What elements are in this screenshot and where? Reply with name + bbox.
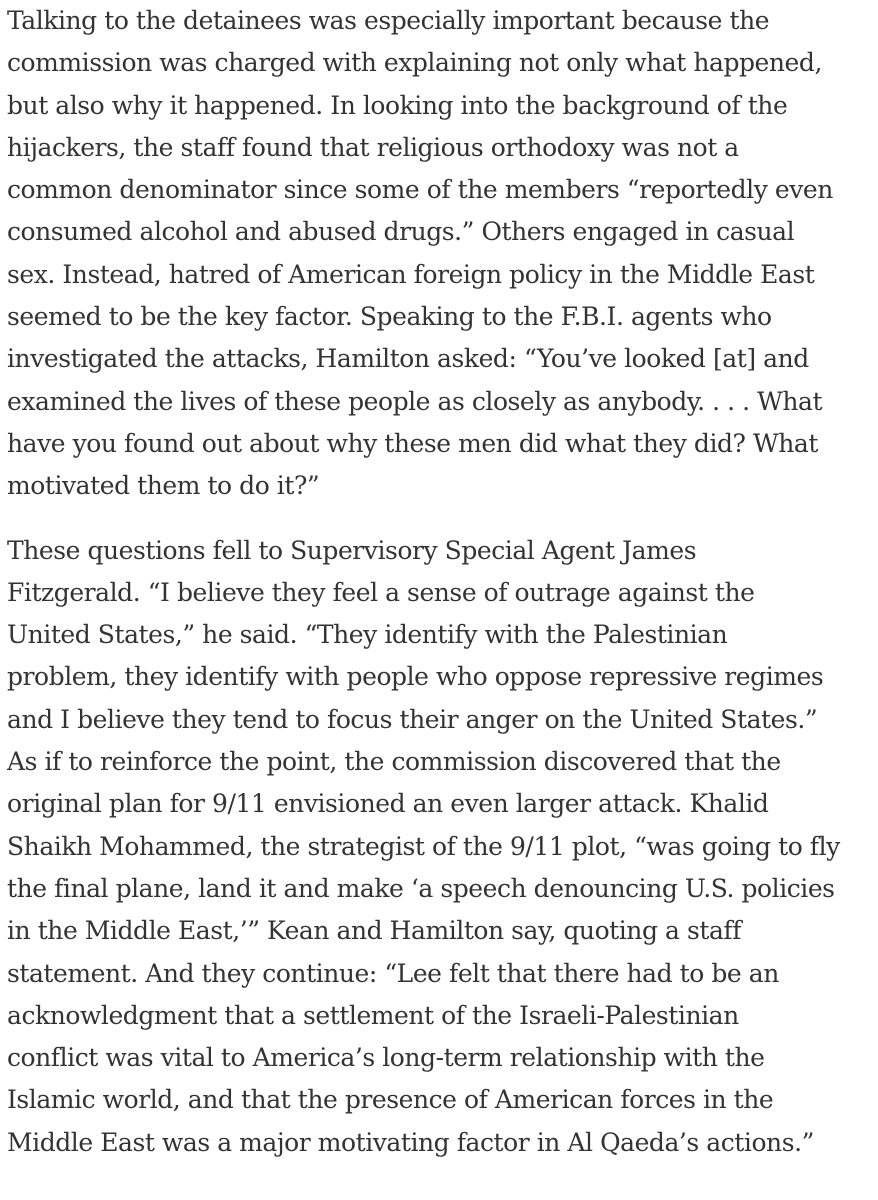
paragraph-line: the final plane, land it and make ‘a speech denouncing U.S. policies — [7, 873, 835, 903]
paragraph-line: United States,” he said. “They identify with the Palestinian — [7, 620, 728, 650]
paragraph-line: original plan for 9/11 envisioned an even larger attack. Khalid — [7, 789, 769, 819]
paragraph-line: Middle East was a major motivating factor in Al Qaeda’s actions.” — [7, 1127, 814, 1157]
article-paragraph-1 — [7, 0, 873, 508]
paragraph-line: Talking to the detainees was especially important because the — [7, 6, 770, 35]
paragraph-line: acknowledgment that a settlement of the Israeli-Palestinian — [7, 1000, 739, 1030]
paragraph-spacer — [7, 508, 873, 530]
paragraph-line: but also why it happened. In looking into the background of the — [7, 90, 788, 120]
paragraph-line: hijackers, the staff found that religious orthodoxy was not a — [7, 132, 739, 162]
paragraph-line: Islamic world, and that the presence of American forces in the — [7, 1085, 774, 1115]
article-paragraph-2 — [7, 530, 873, 1164]
paragraph-line: conflict was vital to America’s long-term relationship with the — [7, 1043, 765, 1073]
paragraph-line: have you found out about why these men did what they did? What — [7, 428, 818, 458]
paragraph-line: in the Middle East,’” Kean and Hamilton say, quoting a staff — [7, 916, 741, 946]
paragraph-line: These questions fell to Supervisory Special Agent James — [7, 535, 697, 565]
paragraph-line: common denominator since some of the members “reportedly even — [7, 175, 833, 205]
paragraph-line: statement. And they continue: “Lee felt that there had to be an — [7, 958, 779, 988]
paragraph-line: consumed alcohol and abused drugs.” Others engaged in casual — [7, 217, 795, 247]
article-body — [7, 0, 873, 1164]
paragraph-line: investigated the attacks, Hamilton asked: “You’ve looked [at] and — [7, 344, 809, 374]
paragraph-line: Fitzgerald. “I believe they feel a sense of outrage against the — [7, 577, 755, 607]
paragraph-line: commission was charged with explaining not only what happened, — [7, 48, 822, 78]
paragraph-line: problem, they identify with people who oppose repressive regimes — [7, 662, 824, 692]
paragraph-line: examined the lives of these people as closely as anybody. . . . What — [7, 386, 823, 416]
paragraph-line: As if to reinforce the point, the commission discovered that the — [7, 747, 781, 777]
paragraph-line: and I believe they tend to focus their anger on the United States.” — [7, 704, 818, 734]
paragraph-line: sex. Instead, hatred of American foreign policy in the Middle East — [7, 259, 815, 289]
paragraph-line: Shaikh Mohammed, the strategist of the 9/11 plot, “was going to fly — [7, 831, 840, 861]
paragraph-line: motivated them to do it?” — [7, 471, 320, 501]
paragraph-line: seemed to be the key factor. Speaking to the F.B.I. agents who — [7, 302, 772, 332]
